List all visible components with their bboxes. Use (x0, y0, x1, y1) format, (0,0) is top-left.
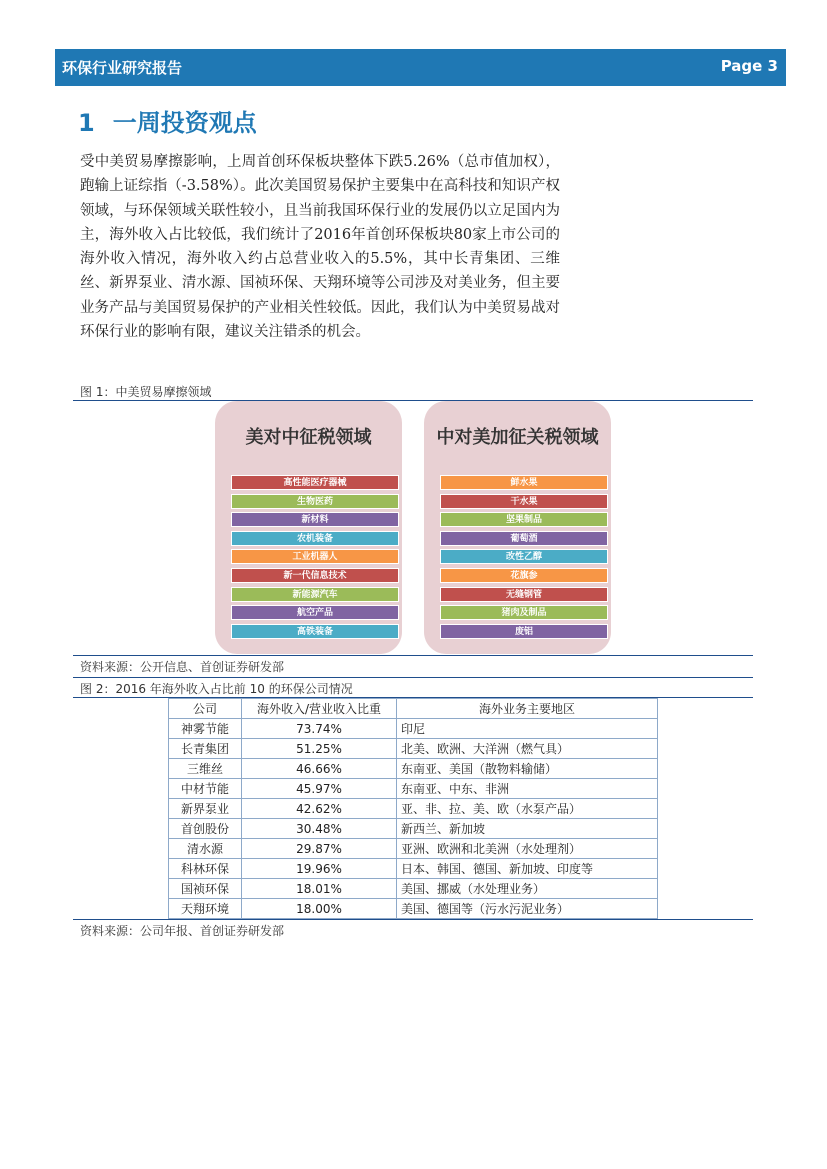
divider (73, 919, 753, 920)
cell-company: 首创股份 (169, 819, 242, 839)
cell-region: 亚、非、拉、美、欧（水泵产品） (397, 799, 658, 819)
left-panel-title: 美对中征税领域 (245, 427, 372, 448)
table-row (169, 719, 658, 739)
cell-ratio: 18.00% (242, 899, 397, 919)
cell-ratio: 30.48% (242, 819, 397, 839)
header-company: 公司 (169, 699, 242, 719)
cell-ratio: 18.01% (242, 879, 397, 899)
right-tag: 花旗参 (440, 568, 608, 583)
left-tag: 农机装备 (231, 531, 399, 546)
left-tag: 航空产品 (231, 605, 399, 620)
left-tag: 新能源汽车 (231, 587, 399, 602)
cell-region: 新西兰、新加坡 (397, 819, 658, 839)
cell-company: 新界泵业 (169, 799, 242, 819)
right-tag: 葡萄酒 (440, 531, 608, 546)
cell-company: 神雾节能 (169, 719, 242, 739)
cell-region: 北美、欧洲、大洋洲（燃气具） (397, 739, 658, 759)
right-tag: 改性乙醇 (440, 549, 608, 564)
section-title-text: 一周投资观点 (112, 109, 257, 137)
cell-region: 美国、德国等（污水污泥业务） (397, 899, 658, 919)
figure1-source: 资料来源：公开信息、首创证券研发部 (80, 660, 285, 674)
cell-region: 日本、韩国、德国、新加坡、印度等 (397, 859, 658, 879)
cell-ratio: 51.25% (242, 739, 397, 759)
right-tag: 鲜水果 (440, 475, 608, 490)
cell-company: 中材节能 (169, 779, 242, 799)
right-panel-title: 中对美加征关税领域 (436, 427, 599, 448)
cell-company: 清水源 (169, 839, 242, 859)
cell-ratio: 45.97% (242, 779, 397, 799)
cell-company: 国祯环保 (169, 879, 242, 899)
figure1-caption: 图 1：中美贸易摩擦领域 (80, 385, 212, 399)
left-panel (215, 401, 402, 654)
right-panel (424, 401, 611, 654)
body-paragraph: 受中美贸易摩擦影响，上周首创环保板块整体下跌5.26%（总市值加权），跑输上证综指（-3.58%）。此次美国贸易保护主要集中在高科技和知识产权领域，与环保领域关联性较小，且当前我国环保行业的发展仍以立足国内为主，海外收入占比较低，我们统计了2016年首创环保板块80家上市公司的海外收入情况，海外收入约占总营业收入的5.5%，其中长青集团、三维丝、新界泵业、清水源、国祯环保、天翔环境等公司涉及对美业务，但主要业务产品与美国贸易保护的产业相关性较低。因此，我们认为中美贸易战对环保行业的影响有限，建议关注错杀的机会。 (80, 154, 560, 341)
left-tag: 高性能医疗器械 (231, 475, 399, 490)
table-header-row (169, 699, 658, 719)
cell-region: 印尼 (397, 719, 658, 739)
cell-company: 长青集团 (169, 739, 242, 759)
left-tag: 高铁装备 (231, 624, 399, 639)
table-row (169, 779, 658, 799)
cell-region: 东南亚、中东、非洲 (397, 779, 658, 799)
table-body (169, 719, 658, 919)
figure2-source: 资料来源：公司年报、首创证券研发部 (80, 924, 285, 938)
left-tag: 工业机器人 (231, 549, 399, 564)
table-row (169, 799, 658, 819)
cell-ratio: 42.62% (242, 799, 397, 819)
table-row (169, 739, 658, 759)
table-row (169, 839, 658, 859)
cell-region: 美国、挪威（水处理业务） (397, 879, 658, 899)
company-table (168, 698, 658, 919)
figure2-caption: 图 2：2016 年海外收入占比前 10 的环保公司情况 (80, 682, 353, 696)
table-row (169, 759, 658, 779)
right-tag: 无缝钢管 (440, 587, 608, 602)
section-heading (78, 103, 257, 138)
report-header (55, 49, 786, 86)
cell-ratio: 46.66% (242, 759, 397, 779)
cell-ratio: 19.96% (242, 859, 397, 879)
cell-region: 亚洲、欧洲和北美洲（水处理剂） (397, 839, 658, 859)
report-title: 环保行业研究报告 (62, 59, 183, 77)
header-region: 海外业务主要地区 (397, 699, 658, 719)
right-tag: 干水果 (440, 494, 608, 509)
cell-company: 科林环保 (169, 859, 242, 879)
right-panel-items (440, 475, 608, 642)
left-panel-items (231, 475, 399, 642)
cell-company: 三维丝 (169, 759, 242, 779)
left-tag: 新一代信息技术 (231, 568, 399, 583)
right-tag: 废铝 (440, 624, 608, 639)
divider (73, 400, 753, 401)
table-row (169, 859, 658, 879)
left-tag: 生物医药 (231, 494, 399, 509)
table-row (169, 899, 658, 919)
left-tag: 新材料 (231, 512, 399, 527)
cell-ratio: 73.74% (242, 719, 397, 739)
cell-ratio: 29.87% (242, 839, 397, 859)
section-number: 1 (78, 109, 95, 137)
divider (73, 677, 753, 678)
right-tag: 猪肉及制品 (440, 605, 608, 620)
cell-region: 东南亚、美国（散物料输储） (397, 759, 658, 779)
header-ratio: 海外收入/营业收入比重 (242, 699, 397, 719)
cell-company: 天翔环境 (169, 899, 242, 919)
table-row (169, 819, 658, 839)
right-tag: 坚果制品 (440, 512, 608, 527)
divider (73, 655, 753, 656)
table-row (169, 879, 658, 899)
page-number: Page 3 (720, 57, 778, 75)
